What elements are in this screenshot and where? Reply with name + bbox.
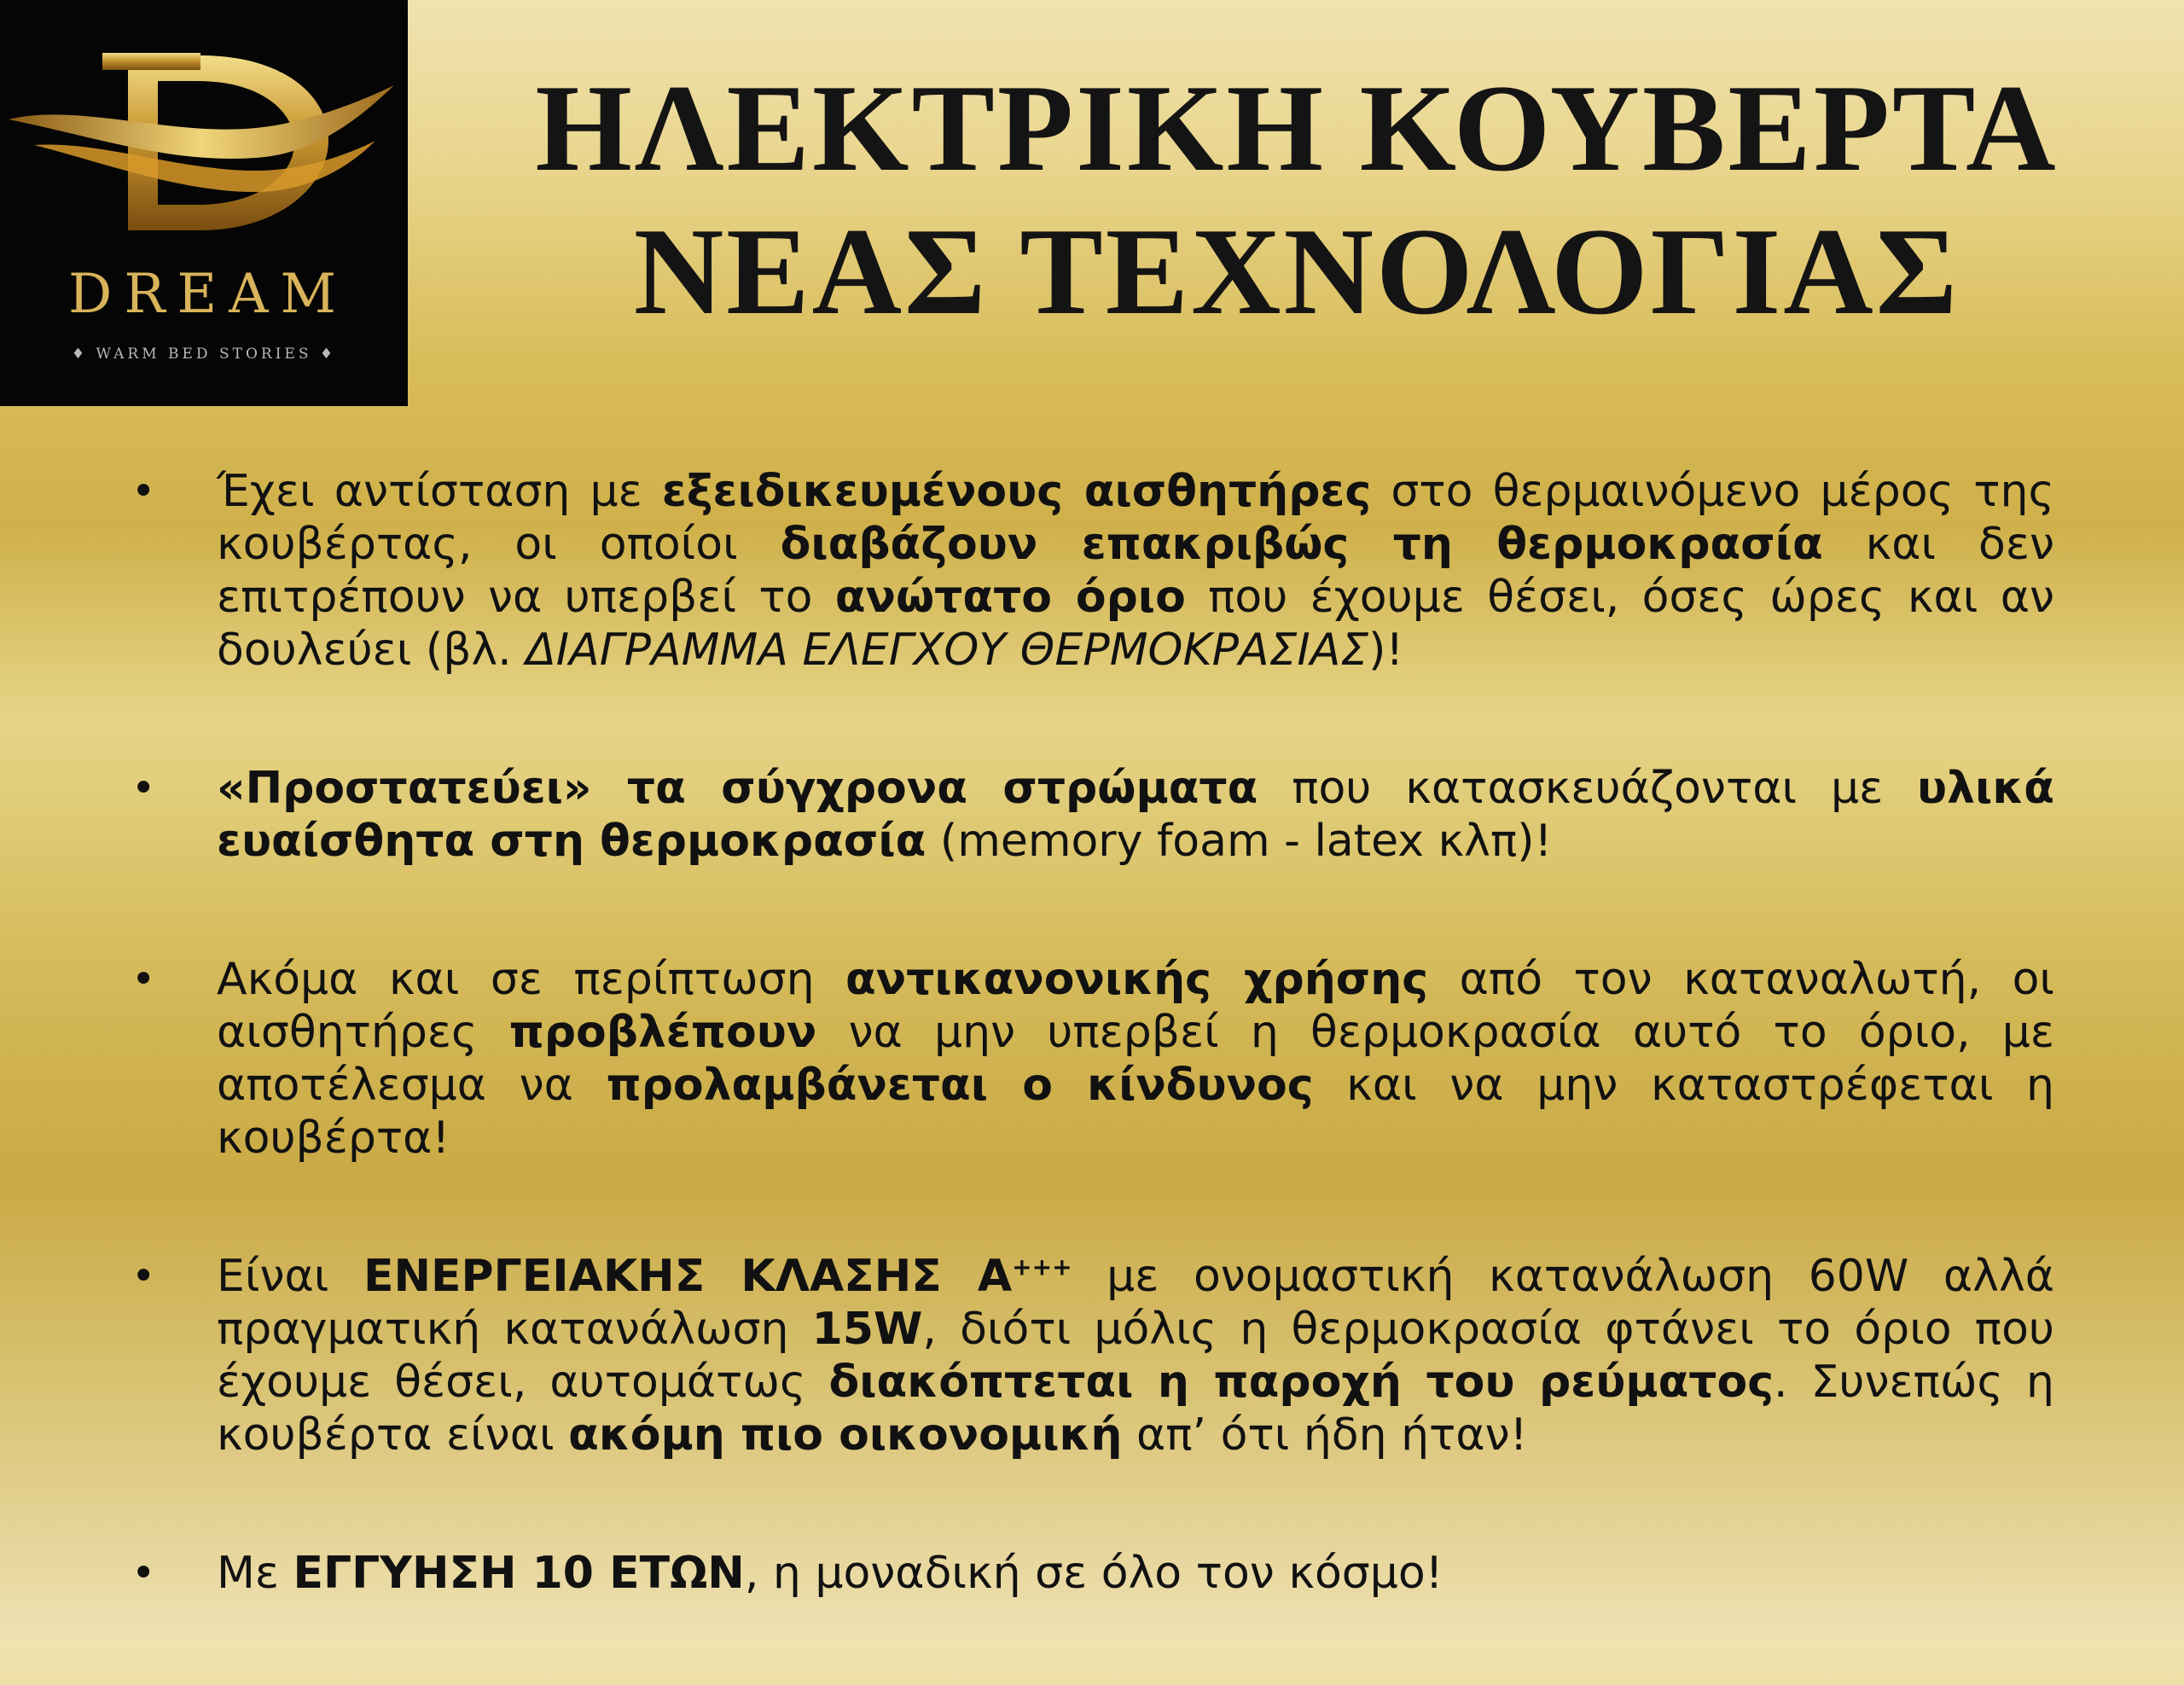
bullet-text: )! [1368,625,1404,676]
bullet-text: με ονομαστική κατανάλωση 60W αλλά πραγματική κατανάλωση [217,1251,2054,1355]
bullet-text-bold: προβλέπουν [508,1007,817,1058]
bullet-text: από τον καταναλωτή, οι αισθητήρες [217,954,2055,1058]
dream-d-emblem-icon [0,0,408,256]
bullet-text-bold: αντικανονικής χρήσης [845,954,1429,1005]
bullet-text-bold: διακόπτεται η παροχή του ρεύματος [828,1357,1774,1408]
bullet-text-bold: υλικά ευαίσθητα στη θερμοκρασία [217,763,2054,867]
feature-bullet [126,953,2054,1165]
bullet-text-bold: +++ [1012,1252,1072,1281]
bullet-text-bold: προλαμβάνεται ο κίνδυνος [606,1060,1314,1111]
feature-bullet [126,465,2054,677]
bullet-text: (memory foam - latex κλπ)! [926,816,1553,867]
bullet-dot-icon: • [131,1252,156,1300]
bullet-text: , η μοναδική σε όλο τον κόσμο! [744,1548,1443,1599]
feature-bullet [126,1250,2054,1461]
bullet-dot-icon: • [131,468,156,515]
bullet-text: Με [217,1548,293,1599]
bullet-text: στο θερμαινόμενο μέρος της κουβέρτας, οι οποίοι [217,466,2054,570]
feature-list [126,465,2054,1685]
bullet-text-bold: 15W [811,1304,923,1355]
bullet-text-bold: ΕΓΓΥΗΣΗ 10 ΕΤΩΝ [293,1548,745,1599]
bullet-text-bold: ανώτατο όριο [834,572,1186,623]
bullet-text: , διότι μόλις η θερμοκρασία φτάνει το όριο που έχουμε θέσει, αυτομάτως [217,1304,2054,1408]
bullet-text-bold: «Προστατεύει» τα σύγχρονα στρώματα [217,763,1258,814]
feature-bullet [126,1547,2054,1600]
bullet-text: απ’ ότι ήδη ήταν! [1122,1409,1528,1461]
bullet-text: . Συνεπώς η κουβέρτα είναι [217,1357,2054,1461]
bullet-text-italic: ΔΙΑΓΡΑΜΜΑ ΕΛΕΓΧΟΥ ΘΕΡΜΟΚΡΑΣΙΑΣ [526,625,1369,676]
bullet-text-bold: ΕΝΕΡΓΕΙΑΚΗΣ ΚΛΑΣΗΣ Α [363,1251,1013,1302]
logo-tagline: ♦ WARM BED STORIES ♦ [71,346,337,363]
page-title: ΗΛΕΚΤΡΙΚΗ ΚΟΥΒΕΡΤΑ ΝΕΑΣ ΤΕΧΝΟΛΟΓΙΑΣ [535,59,2059,340]
bullet-dot-icon: • [131,764,156,812]
bullet-text-bold: διαβάζουν επακριβώς τη θερμοκρασία [780,519,1823,570]
bullet-text: Ακόμα και σε περίπτωση [217,954,846,1005]
bullet-text: που έχουμε θέσει, όσες ώρες και αν δουλεύει (βλ. [217,572,2055,676]
bullet-text: Έχει αντίσταση με [217,466,662,517]
dream-logo [0,0,408,406]
bullet-dot-icon: • [131,956,156,1003]
bullet-text: και δεν επιτρέπουν να υπερβεί το [217,519,2055,623]
bullet-text: που κατασκευάζονται με [1258,763,1918,814]
bullet-dot-icon: • [131,1549,156,1597]
logo-wordmark: DREAM [68,263,348,326]
bullet-text: να μην υπερβεί η θερμοκρασία αυτό το όριο, με αποτέλεσμα να [217,1007,2054,1111]
bullet-text: και να μην καταστρέφεται η κουβέρτα! [217,1060,2054,1164]
bullet-text: Είναι [217,1251,363,1302]
feature-bullet [126,762,2054,868]
bullet-text-bold: ακόμη πιο οικονομική [568,1409,1123,1461]
bullet-text-bold: εξειδικευμένους αισθητήρες [661,466,1372,517]
